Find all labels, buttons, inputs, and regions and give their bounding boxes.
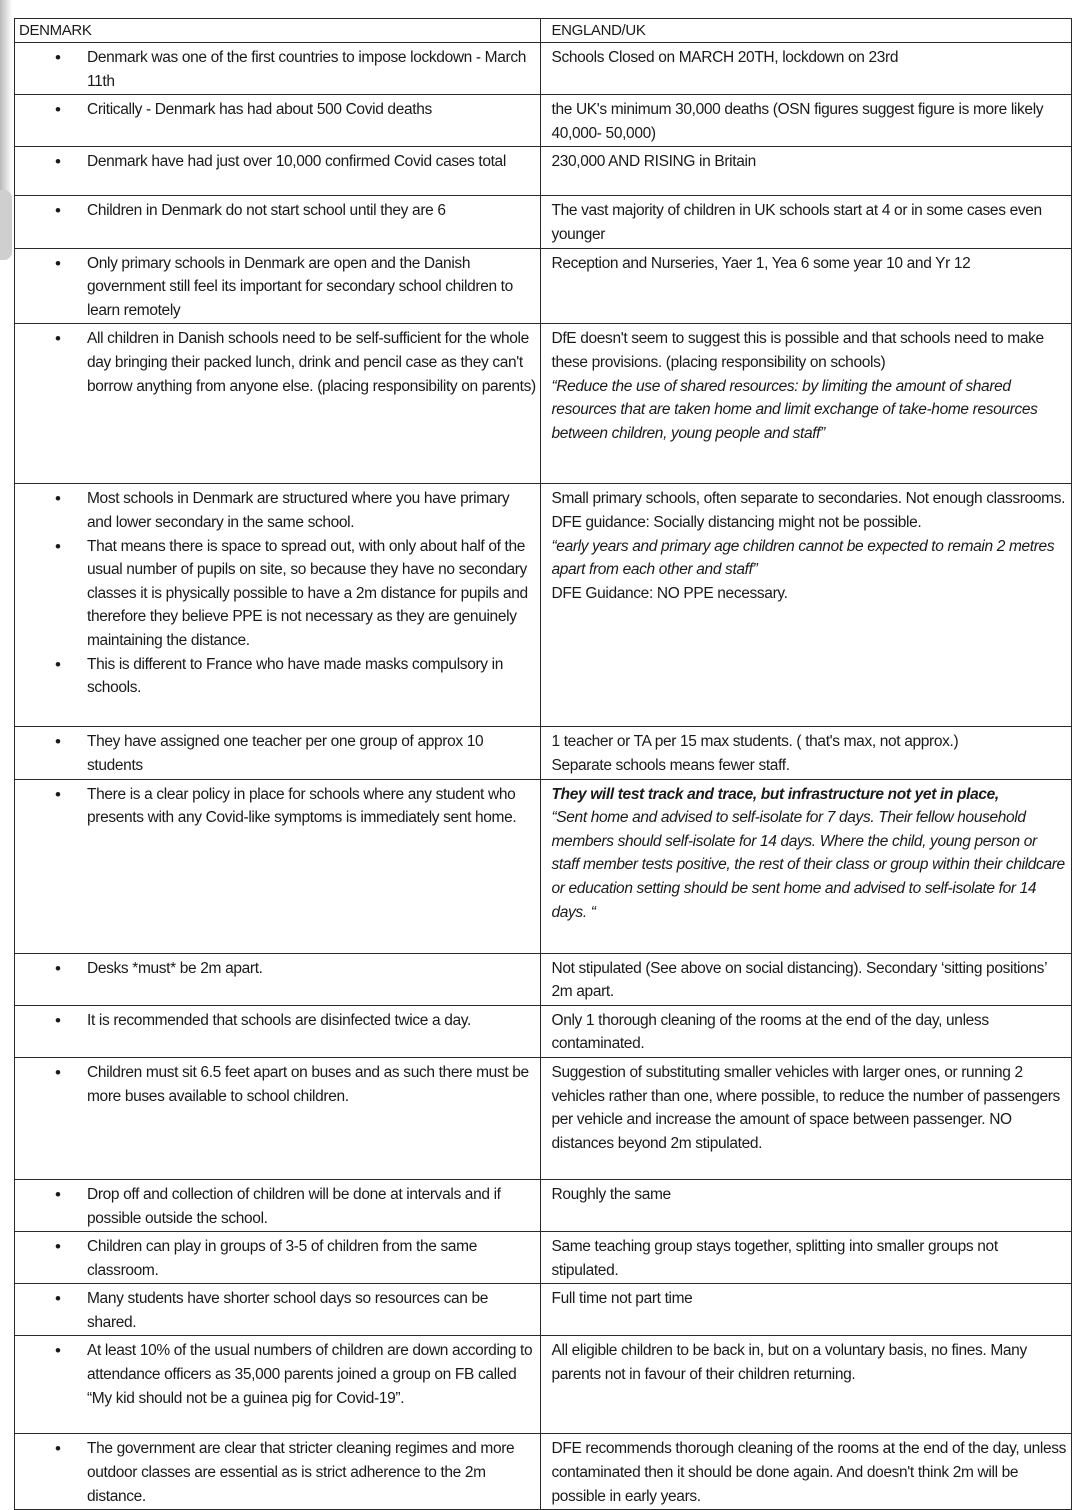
england-cell: [541, 196, 1072, 248]
table-row: [15, 43, 1072, 95]
denmark-cell: [15, 953, 541, 1005]
table-row: [15, 147, 1072, 196]
denmark-bullet: • It is recommended that schools are disinfected twice a day.: [87, 1009, 536, 1033]
england-cell: [541, 43, 1072, 95]
denmark-bullet: • Children can play in groups of 3-5 of children from the same classroom.: [87, 1235, 536, 1282]
table-row: [15, 1179, 1072, 1231]
england-text: All eligible children to be back in, but on a voluntary basis, no fines. Many parents not in favour of their children returning.: [551, 1342, 1027, 1384]
denmark-cell: [15, 727, 541, 779]
england-cell: [541, 248, 1072, 324]
table-row: [15, 1434, 1072, 1510]
england-text: DFE recommends thorough cleaning of the rooms at the end of the day, unless contaminated then it should be done again. And doesn't think 2m will be possible in early years.: [551, 1440, 1067, 1505]
denmark-cell: [15, 1284, 541, 1336]
england-text: Full time not part time: [551, 1290, 693, 1308]
scan-edge-tab: [0, 190, 12, 260]
england-text: Only 1 thorough cleaning of the rooms at the end of the day, unless contaminated.: [551, 1011, 989, 1053]
england-text: Not stipulated (See above on social distancing). Secondary ‘sitting positions’ 2m apart.: [551, 959, 1047, 1001]
denmark-cell: [15, 1434, 541, 1510]
denmark-cell: [15, 43, 541, 95]
table-row: [15, 1284, 1072, 1336]
denmark-bullet: • Most schools in Denmark are structured where you have primary and lower secondary in the same school.: [87, 487, 536, 534]
england-text: Suggestion of substituting smaller vehicles with larger ones, or running 2 vehicles rather than one, where possible, to reduce the number of passengers per vehicle and increase the amount of space between passenger. NO distances beyond 2m stipulated.: [551, 1063, 1060, 1152]
table-row: [15, 1336, 1072, 1434]
table-row: [15, 324, 1072, 484]
denmark-cell: [15, 1057, 541, 1179]
denmark-bullet: • They have assigned one teacher per one group of approx 10 students: [87, 730, 536, 777]
denmark-cell: [15, 779, 541, 953]
header-row: [15, 19, 1072, 43]
denmark-bullet: • Desks *must* be 2m apart.: [87, 957, 536, 981]
england-cell: [541, 1284, 1072, 1336]
table-row: [15, 484, 1072, 727]
england-cell: [541, 953, 1072, 1005]
denmark-cell: [15, 147, 541, 196]
denmark-bullet: • Denmark was one of the first countries to impose lockdown - March 11th: [87, 46, 536, 93]
england-cell: [541, 95, 1072, 147]
denmark-bullet: • This is different to France who have made masks compulsory in schools.: [87, 653, 536, 700]
comparison-document: [14, 18, 1072, 1510]
denmark-cell: [15, 484, 541, 727]
table-row: [15, 95, 1072, 147]
england-emphasis: They will test track and trace, but infrastructure not yet in place,: [551, 785, 999, 803]
england-cell: [541, 147, 1072, 196]
table-row: [15, 248, 1072, 324]
england-text: DFE Guidance: NO PPE necessary.: [551, 584, 788, 602]
table-row: [15, 1005, 1072, 1057]
denmark-bullet: • At least 10% of the usual numbers of children are down according to attendance officers as 35,000 parents joined a group on FB called “My kid should not be a guinea pig for Covid-19”.: [87, 1339, 536, 1410]
denmark-cell: [15, 1179, 541, 1231]
denmark-cell: [15, 196, 541, 248]
denmark-cell: [15, 1005, 541, 1057]
denmark-cell: [15, 248, 541, 324]
england-column-header: ENGLAND/UK: [541, 19, 1072, 43]
england-cell: [541, 1005, 1072, 1057]
england-cell: [541, 324, 1072, 484]
england-quote: “early years and primary age children cannot be expected to remain 2 metres apart from each other and staff”: [551, 537, 1055, 579]
england-cell: [541, 1057, 1072, 1179]
denmark-bullet: • Many students have shorter school days so resources can be shared.: [87, 1287, 536, 1334]
england-cell: [541, 727, 1072, 779]
denmark-bullet: • There is a clear policy in place for schools where any student who presents with any Covid-like symptoms is immediately sent home.: [87, 783, 536, 830]
denmark-bullet: • Denmark have had just over 10,000 confirmed Covid cases total: [87, 150, 536, 174]
table-row: [15, 727, 1072, 779]
england-cell: [541, 484, 1072, 727]
england-text: Separate schools means fewer staff.: [551, 756, 790, 774]
denmark-bullet: • The government are clear that stricter cleaning regimes and more outdoor classes are essential as is strict adherence to the 2m distance.: [87, 1437, 536, 1508]
england-text: Reception and Nurseries, Yaer 1, Yea 6 some year 10 and Yr 12: [551, 254, 971, 272]
denmark-cell: [15, 1336, 541, 1434]
england-cell: [541, 1336, 1072, 1434]
england-cell: [541, 779, 1072, 953]
denmark-bullet: • Children must sit 6.5 feet apart on buses and as such there must be more buses available to school children.: [87, 1061, 536, 1108]
denmark-bullet: • Only primary schools in Denmark are open and the Danish government still feel its important for secondary school children to learn remotely: [87, 252, 536, 323]
denmark-column-header: DENMARK: [15, 19, 541, 43]
denmark-cell: [15, 95, 541, 147]
england-cell: [541, 1179, 1072, 1231]
england-quote: “Reduce the use of shared resources: by limiting the amount of shared resources that are taken home and limit exchange of take-home resources between children, young people and staff”: [551, 377, 1038, 442]
england-text: 1 teacher or TA per 15 max students. ( that's max, not approx.): [551, 733, 959, 751]
comparison-table: [14, 18, 1072, 1510]
england-quote: “Sent home and advised to self-isolate for 7 days. Their fellow household members should self-isolate for 14 days. Where the child, young person or staff member tests positive, the rest of their class or group within their childcare or education setting should be sent home and advised to self-isolate for 14 days. “: [551, 809, 1065, 921]
england-text: Roughly the same: [551, 1185, 671, 1203]
england-text: DFE guidance: Socially distancing might not be possible.: [551, 513, 922, 531]
denmark-bullet: • That means there is space to spread out, with only about half of the usual number of pupils on site, so because they have no secondary classes it is physically possible to have a 2m distance for pupils and therefore they believe PPE is not necessary as they are genuinely maintaining the distance.: [87, 535, 536, 653]
denmark-bullet: • All children in Danish schools need to be self-sufficient for the whole day bringing their packed lunch, drink and pencil case as they can't borrow anything from anyone else. (placing responsibility on parents): [87, 327, 536, 398]
denmark-cell: [15, 1232, 541, 1284]
england-text: the UK's minimum 30,000 deaths (OSN figures suggest figure is more likely 40,000- 50,000): [551, 101, 1044, 142]
england-cell: [541, 1232, 1072, 1284]
table-row: [15, 779, 1072, 953]
england-text: DfE doesn't seem to suggest this is possible and that schools need to make these provisions. (placing responsibility on schools): [551, 330, 1044, 371]
table-row: [15, 1232, 1072, 1284]
england-text: Schools Closed on MARCH 20TH, lockdown on 23rd: [551, 49, 899, 66]
denmark-bullet: • Drop off and collection of children will be done at intervals and if possible outside the school.: [87, 1183, 536, 1230]
denmark-bullet: • Children in Denmark do not start school until they are 6: [87, 199, 536, 223]
england-cell: [541, 1434, 1072, 1510]
denmark-cell: [15, 324, 541, 484]
england-text: 230,000 AND RISING in Britain: [551, 153, 756, 171]
denmark-bullet: • Critically - Denmark has had about 500 Covid deaths: [87, 98, 536, 122]
table-row: [15, 953, 1072, 1005]
table-row: [15, 196, 1072, 248]
england-text: The vast majority of children in UK schools start at 4 or in some cases even younger: [551, 202, 1042, 243]
england-text: Small primary schools, often separate to secondaries. Not enough classrooms.: [551, 490, 1066, 508]
england-text: Same teaching group stays together, splitting into smaller groups not stipulated.: [551, 1238, 998, 1279]
table-row: [15, 1057, 1072, 1179]
